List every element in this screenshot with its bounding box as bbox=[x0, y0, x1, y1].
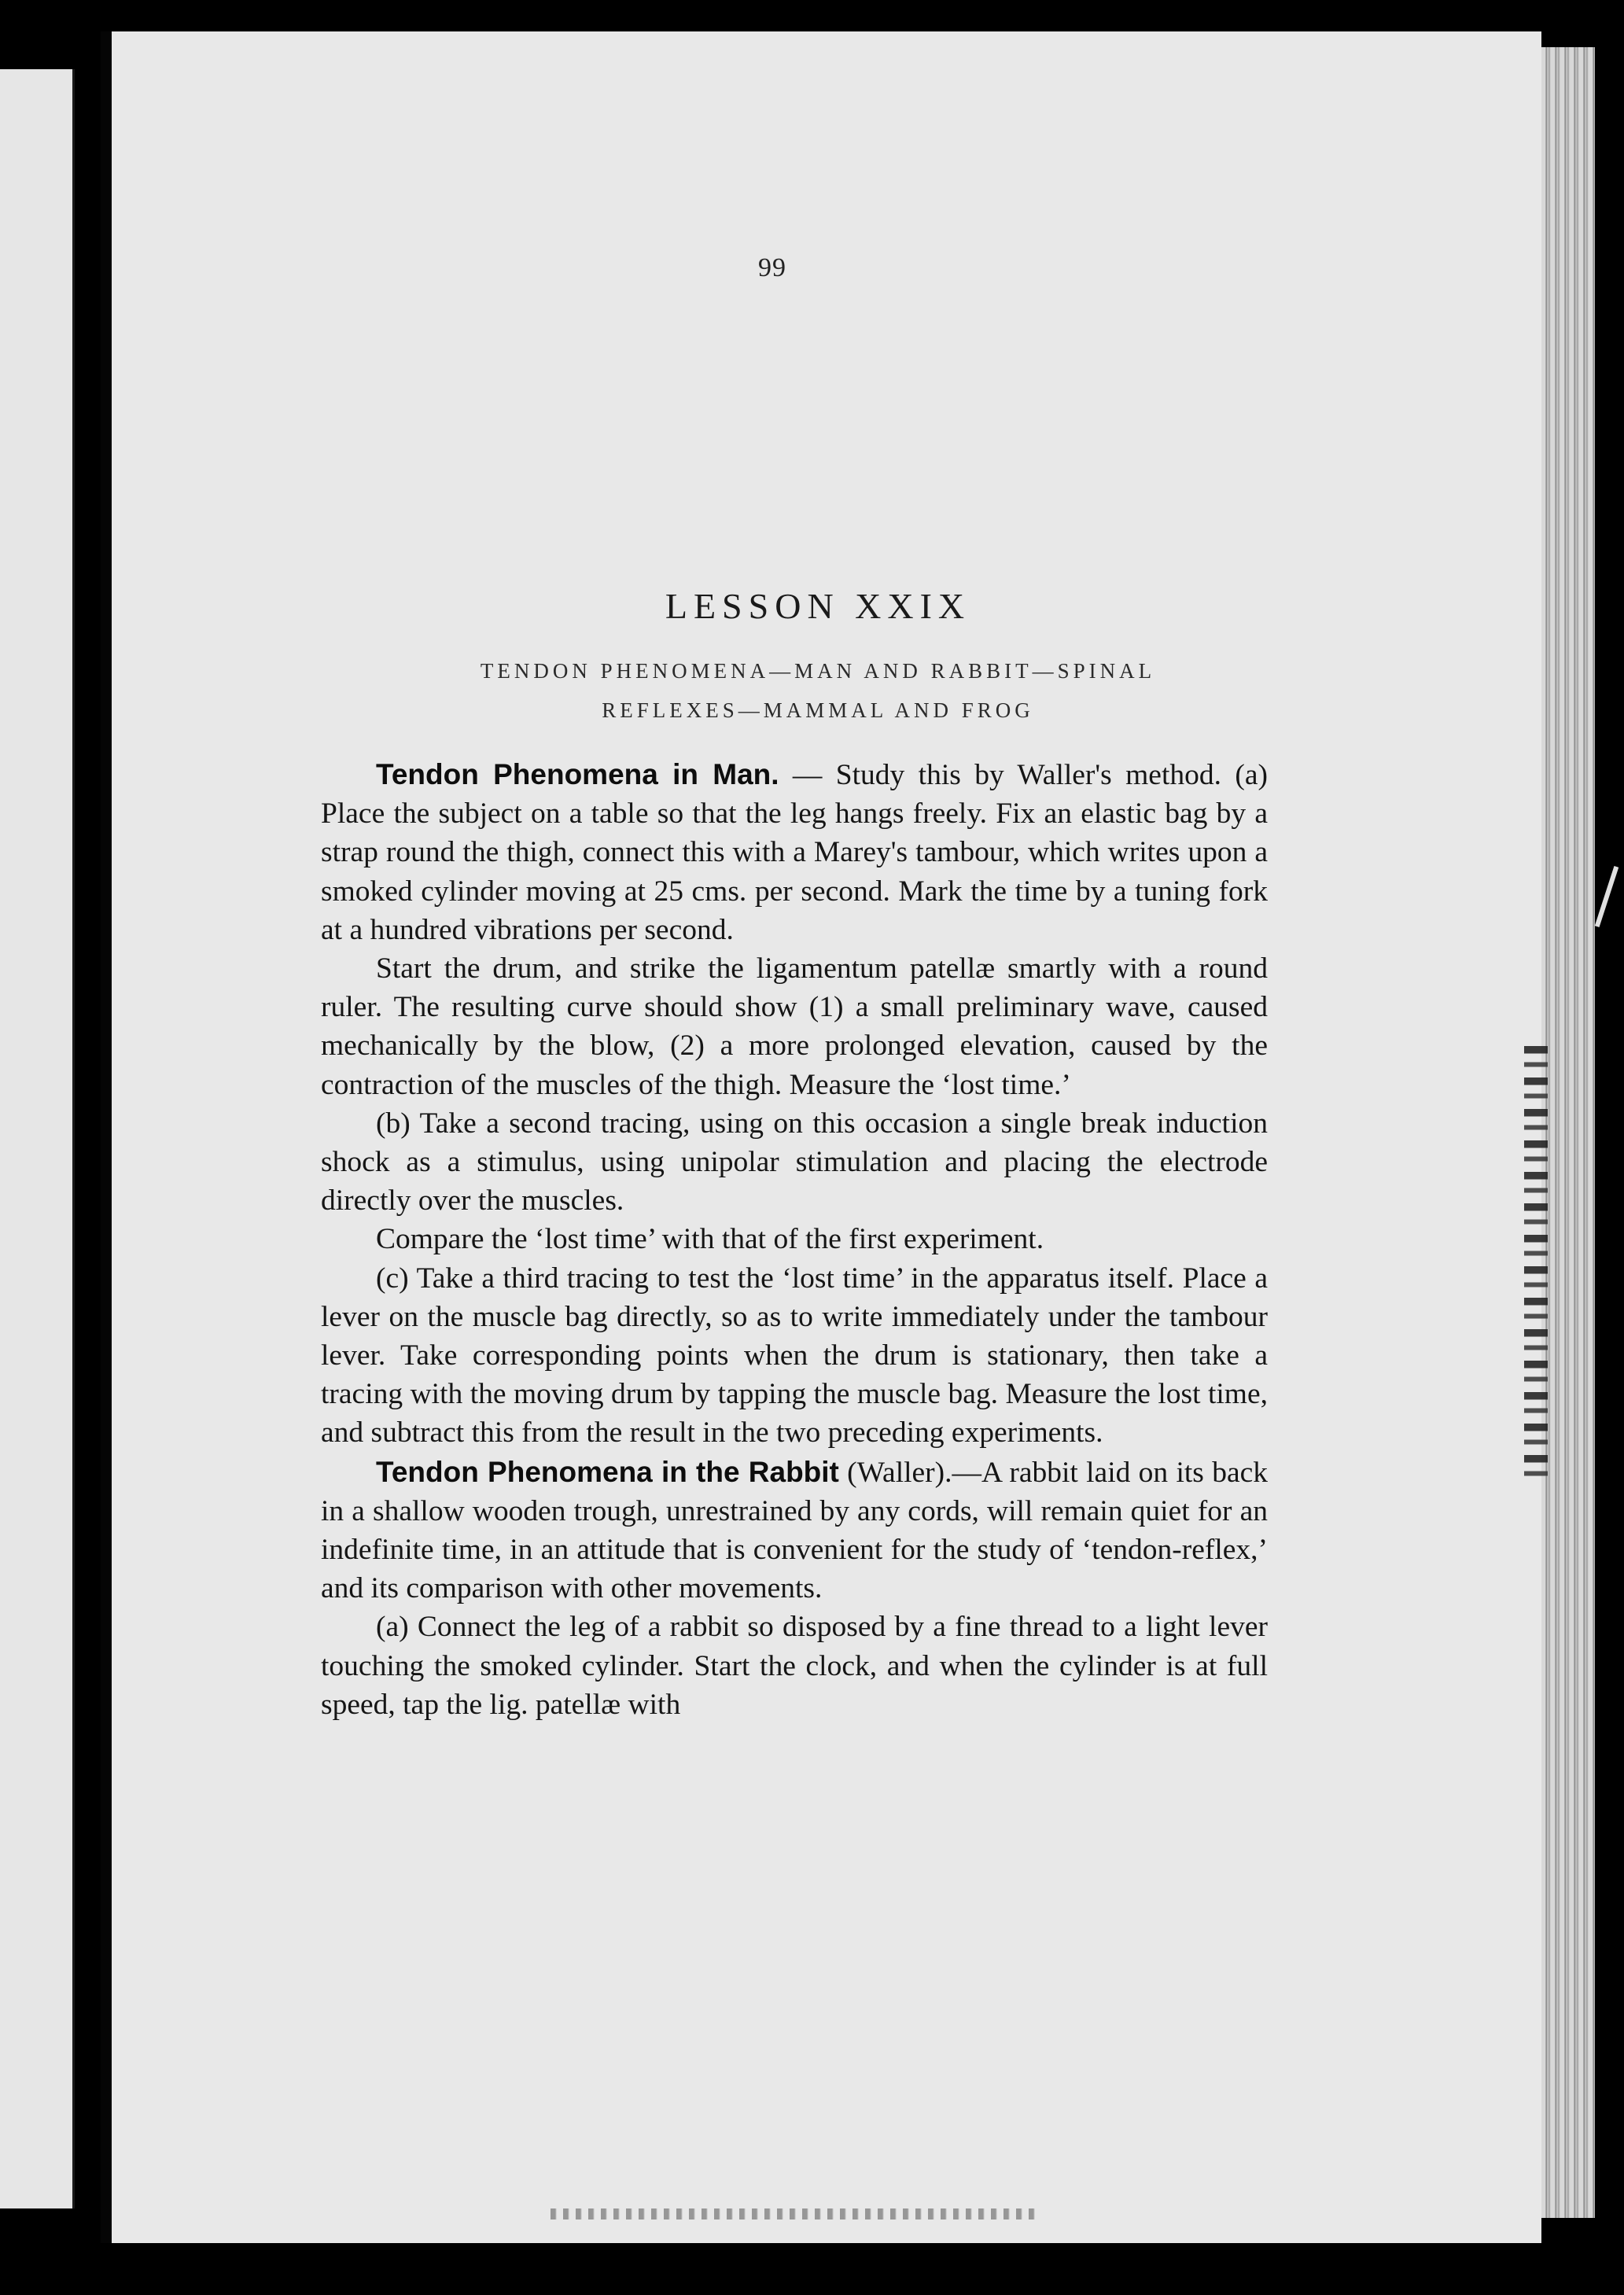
facing-page-edge bbox=[0, 69, 75, 2208]
paragraph-text: (b) Take a second tracing, using on this occasion a single break induction shock as a stimulus, using unipolar stimulation and placing the electrode directly over the muscles. bbox=[321, 1107, 1268, 1217]
page-number: 99 bbox=[758, 253, 786, 282]
paragraph bbox=[321, 1608, 1268, 1724]
run-in-heading: Tendon Phenomena in Man. bbox=[376, 758, 779, 790]
paragraph bbox=[321, 1453, 1268, 1608]
paragraph bbox=[321, 1104, 1268, 1221]
paragraph-text: (c) Take a third tracing to test the ‘lost time’ in the apparatus itself. Place a lever on the muscle bag directly, so as to write immediately under the tambour lever. Take corresponding points when the drum is stationary, then take a tracing with the moving drum by tapping the muscle bag. Measure the lost time, and subtract this from the result in the two preceding experiments. bbox=[321, 1262, 1268, 1450]
paragraph bbox=[321, 1220, 1268, 1258]
paragraph bbox=[321, 1259, 1268, 1453]
margin-mark bbox=[1595, 866, 1618, 927]
run-in-heading: Tendon Phenomena in the Rabbit bbox=[376, 1455, 839, 1488]
paragraph bbox=[321, 755, 1268, 949]
paragraph-text: — Study this by Waller's method. (a) Place the subject on a table so that the leg hangs freely. Fix an elastic bag by a strap round the thigh, connect this with a Marey's tambour, which writes upon a smoked cylinder moving at 25 cms. per second. Mark the time by a tuning fork at a hundred vibrations per second. bbox=[321, 759, 1268, 946]
body-text bbox=[321, 755, 1268, 1724]
page-edge-marks bbox=[1524, 1046, 1548, 1486]
paragraph-text: (a) Connect the leg of a rabbit so disposed by a fine thread to a light lever touching the smoked cylinder. Start the clock, and when the cylinder is at full speed, tap the lig. patellæ with bbox=[321, 1611, 1268, 1721]
lesson-title: LESSON XXIX bbox=[665, 586, 971, 626]
paragraph-text: Compare the ‘lost time’ with that of the first experiment. bbox=[376, 1223, 1044, 1256]
footer-smudge bbox=[551, 2208, 1038, 2219]
lesson-subtitle-line-2: REFLEXES—MAMMAL AND FROG bbox=[602, 698, 1034, 722]
page-stack-edge bbox=[1541, 47, 1595, 2218]
lesson-subtitle-line-1: TENDON PHENOMENA—MAN AND RABBIT—SPINAL bbox=[480, 659, 1156, 683]
paragraph-text: Start the drum, and strike the ligamentum patellæ smartly with a round ruler. The resulting curve should show (1) a small preliminary wave, caused mechanically by the blow, (2) a more prolonged elevation, caused by the contraction of the muscles of the thigh. Measure the ‘lost time.’ bbox=[321, 952, 1268, 1101]
paragraph bbox=[321, 949, 1268, 1104]
paragraph-text: (Waller).—A rabbit laid on its back in a shallow wooden trough, unrestrained by any cords, will remain quiet for an indefinite time, in an attitude that is convenient for the study of ‘tendon-reflex,’ and its comparison with other movements. bbox=[321, 1456, 1268, 1605]
